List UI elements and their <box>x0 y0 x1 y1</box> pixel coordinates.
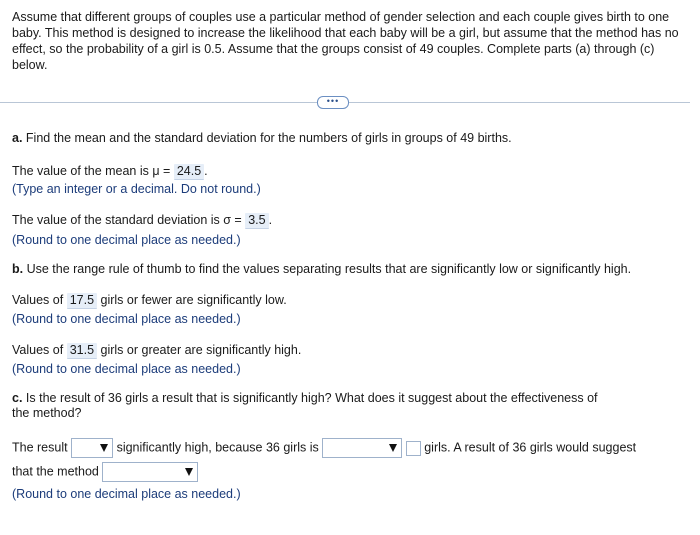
chevron-down-icon <box>100 444 108 452</box>
part-b-label: b. <box>12 262 24 276</box>
method-prefix: that the method <box>12 464 99 479</box>
method-effectiveness-dropdown[interactable] <box>102 462 198 482</box>
part-a-label: a. <box>12 131 23 145</box>
part-b-text: Use the range rule of thumb to find the values separating results that are significantly low or significantly high. <box>26 262 632 276</box>
high-answer[interactable]: 31.5 <box>67 343 97 359</box>
result-line <box>12 438 636 458</box>
result-middle: significantly high, because 36 girls is <box>116 440 319 455</box>
high-suffix: girls or greater are significantly high. <box>100 343 302 357</box>
problem-statement: Assume that different groups of couples use a particular method of gender selection and each couple gives birth to one baby. This method is designed to increase the likelihood that each baby will be a girl, but assume that the method has no effect, so the probability of a girl is 0.5. Assume that the groups consist of 49 couples. Complete parts (a) through (c) below. <box>12 10 679 72</box>
mean-line <box>12 164 208 180</box>
is-is-not-dropdown[interactable] <box>71 438 113 458</box>
part-c-label: c. <box>12 391 23 405</box>
comparison-dropdown[interactable] <box>322 438 402 458</box>
expand-more-button[interactable]: ••• <box>317 96 349 109</box>
sd-answer[interactable]: 3.5 <box>245 213 268 229</box>
high-line <box>12 343 301 359</box>
mean-hint: (Type an integer or a decimal. Do not round.) <box>12 182 261 196</box>
part-c-question <box>12 391 598 405</box>
chevron-down-icon <box>389 444 397 452</box>
result-suffix: girls. A result of 36 girls would suggest <box>424 440 637 455</box>
sd-prefix: The value of the standard deviation is σ = <box>12 213 242 227</box>
low-suffix: girls or fewer are significantly low. <box>100 293 287 307</box>
mean-answer[interactable]: 24.5 <box>174 164 204 180</box>
part-c-hint: (Round to one decimal place as needed.) <box>12 487 241 501</box>
method-line <box>12 462 198 482</box>
low-hint: (Round to one decimal place as needed.) <box>12 312 241 326</box>
part-a-text: Find the mean and the standard deviation for the numbers of girls in groups of 49 births. <box>25 131 512 145</box>
mean-prefix: The value of the mean is μ = <box>12 164 171 178</box>
part-b-question <box>12 262 631 276</box>
low-line <box>12 293 287 309</box>
low-prefix: Values of <box>12 293 64 307</box>
sd-hint: (Round to one decimal place as needed.) <box>12 233 241 247</box>
threshold-answer-box[interactable] <box>406 441 421 456</box>
part-c-text-line1: Is the result of 36 girls a result that is significantly high? What does it suggest about the effectiveness of <box>25 391 598 405</box>
part-a-question <box>12 131 512 145</box>
sd-suffix: . <box>268 213 273 227</box>
high-prefix: Values of <box>12 343 64 357</box>
mean-suffix: . <box>204 164 208 178</box>
low-answer[interactable]: 17.5 <box>67 293 97 309</box>
high-hint: (Round to one decimal place as needed.) <box>12 362 241 376</box>
sd-line <box>12 213 272 229</box>
chevron-down-icon <box>185 468 193 476</box>
result-prefix: The result <box>12 440 68 455</box>
part-c-text-line2: the method? <box>12 406 82 420</box>
